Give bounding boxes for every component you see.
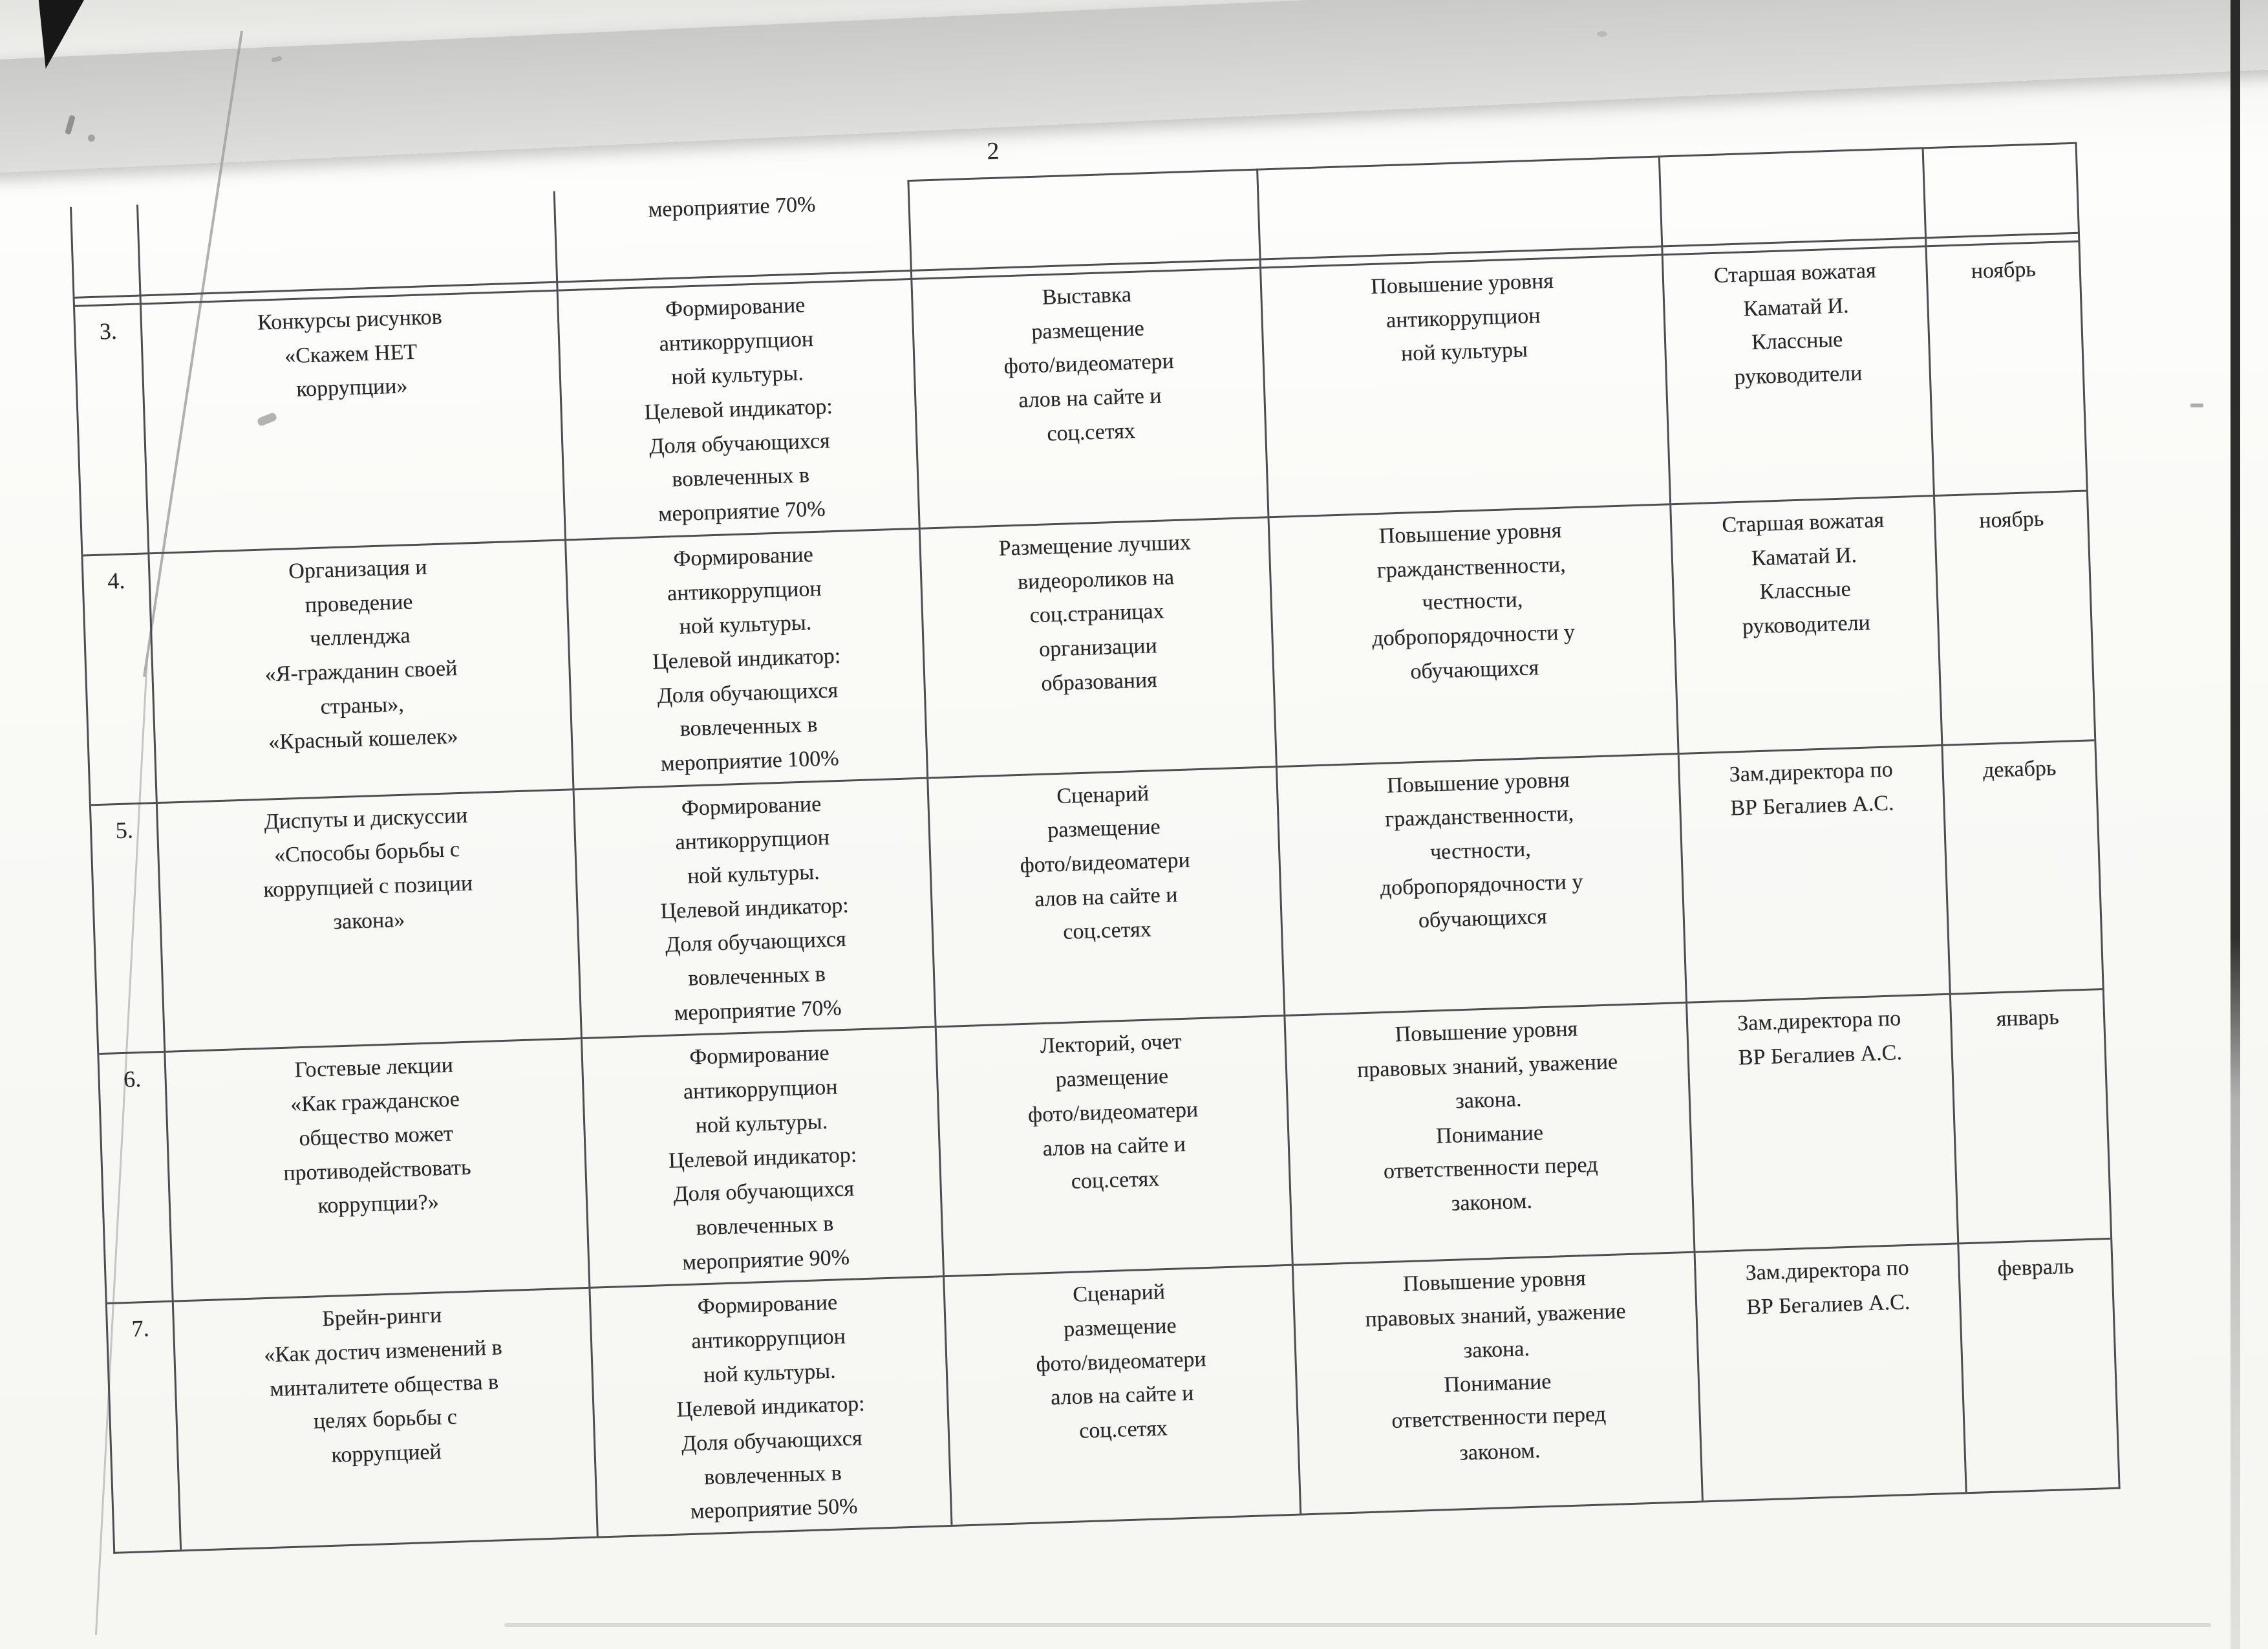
scan-speck (1597, 31, 1607, 37)
carryover-cell-date (1924, 142, 2078, 239)
row4-goal-indicator: Формирование антикоррупцион ной культуры. Целевой индикатор: Доля обучающихся вовлеченных в мероприятие 100% (566, 530, 928, 790)
row7-number: 7. (107, 1302, 182, 1552)
carryover-cell-responsible (1660, 147, 1927, 247)
row4-completion-form: Размещение лучших видеороликов на соц.страницах организации образования (921, 518, 1278, 779)
carryover-cell-name (138, 191, 558, 297)
plan-table (70, 142, 2121, 1554)
row6-completion-form: Лекторий, очет размещение фото/видеоматери алов на сайте и соц.сетях (937, 1017, 1294, 1277)
scan-speck (2190, 404, 2203, 407)
row5-date: декабрь (1943, 741, 2102, 995)
row7-completion-form: Сценарий размещение фото/видеоматери алов на сайте и соц.сетях (945, 1266, 1301, 1525)
carryover-cell-form (909, 169, 1261, 272)
row3-completion-form: Выставка размещение фото/видеоматери алов на сайте и соц.сетях (912, 268, 1269, 529)
row6-goal-indicator: Формирование антикоррупцион ной культуры. Целевой индикатор: Доля обучающихся вовлеченных в мероприятие 90% (583, 1028, 945, 1289)
row7-event-name: Брейн-ринги «Как достич изменений в минталитете общества в целях борьбы с коррупцией (174, 1289, 599, 1549)
row6-expected-result: Повышение уровня правовых знаний, уважение закона. Понимание ответственности перед законом. (1285, 1004, 1695, 1266)
carryover-cell-result (1258, 155, 1663, 260)
row3-expected-result: Повышение уровня антикоррупцион ной культуры (1261, 255, 1671, 518)
scan-speck (88, 135, 95, 142)
row7-expected-result: Повышение уровня правовых знаний, уважение закона. Понимание ответственности перед законом. (1294, 1253, 1704, 1514)
row7-date: февраль (1996, 1254, 2075, 1281)
row6-number: 6. (99, 1053, 173, 1304)
row7-responsible: Зам.директора по ВР Бегалиев А.С. (1696, 1245, 1967, 1501)
row3-goal-indicator: Формирование антикоррупцион ной культуры. Целевой индикатор: Доля обучающихся вовлеченных в мероприятие 70% (559, 280, 921, 541)
row3-responsible: Старшая вожатая Каматай И. Классные руководители (1664, 247, 1935, 505)
row4-event-name: Организация и проведение челленджа «Я-гражданин своей страны», «Красный кошелек» (149, 541, 574, 803)
row6-date: январь (1951, 991, 2110, 1245)
row5-completion-form: Сценарий размещение фото/видеоматери алов на сайте и соц.сетях (928, 768, 1285, 1028)
page-number: 2 (986, 137, 1000, 166)
row5-number: 5. (91, 804, 166, 1055)
row5-goal-indicator: Формирование антикоррупцион ной культуры. Целевой индикатор: Доля обучающихся вовлеченных в мероприятие 70% (575, 779, 937, 1039)
row4-expected-result: Повышение уровня гражданственности, честности, добропорядочности у обучающихся (1270, 505, 1680, 768)
paper-edge-shadow (2231, 0, 2240, 1649)
row7-goal-indicator: Формирование антикоррупцион ной культуры. Целевой индикатор: Доля обучающихся вовлеченных в мероприятие 50% (590, 1277, 952, 1536)
document-page (70, 137, 2121, 1554)
row3-date: ноябрь (1927, 242, 2086, 497)
row6-responsible: Зам.директора по ВР Бегалиев А.С. (1687, 995, 1959, 1253)
row3-number: 3. (75, 305, 149, 556)
row3-event-name: Конкурсы рисунков «Скажем НЕТ коррупции» (142, 292, 566, 554)
row4-responsible: Старшая вожатая Каматай И. Классные руководители (1671, 497, 1943, 755)
row6-event-name: Гостевые лекции «Как гражданское общество может противодействовать коррупции?» (166, 1039, 590, 1302)
carryover-cell-goal: мероприятие 70% (555, 180, 912, 283)
carryover-cell-num (72, 205, 142, 299)
row5-expected-result: Повышение уровня гражданственности, честности, добропорядочности у обучающихся (1278, 755, 1687, 1017)
row5-responsible: Зам.директора по ВР Бегалиев А.С. (1680, 746, 1951, 1004)
row4-number: 4. (83, 554, 157, 806)
row4-date: ноябрь (1935, 491, 2094, 746)
scan-smudge (504, 1623, 2211, 1627)
row5-event-name: Диспуты и дискуссии «Способы борьбы с коррупцией с позиции закона» (158, 790, 583, 1053)
